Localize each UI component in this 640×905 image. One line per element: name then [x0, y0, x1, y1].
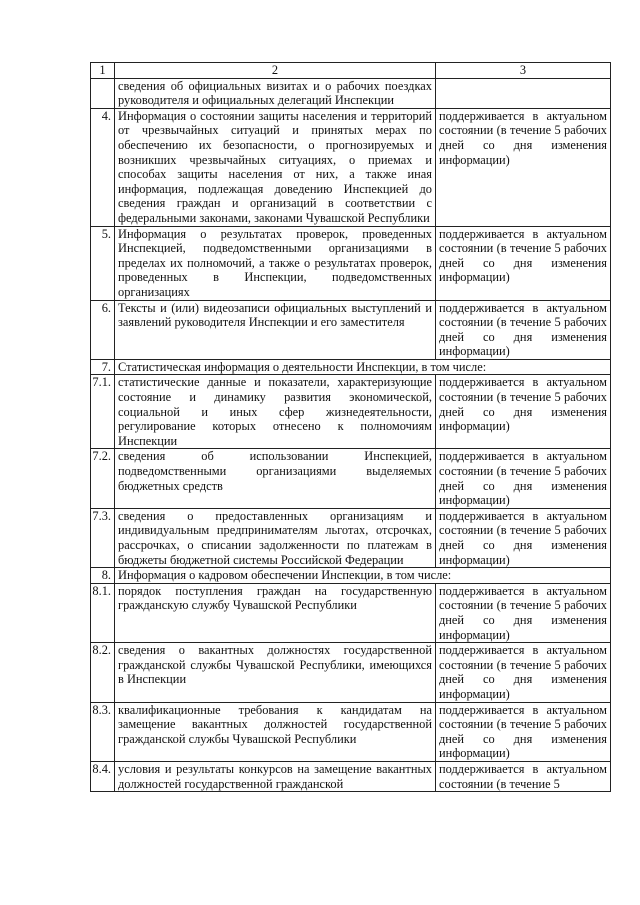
row-number: 8.4. [91, 761, 115, 791]
table-section-row [91, 568, 611, 584]
document-page [90, 62, 610, 792]
table-row [91, 583, 611, 642]
row-section-title: Информация о кадровом обеспечении Инспекции, в том числе: [115, 568, 611, 584]
row-status: поддерживается в актуальном состоянии (в течение 5 рабочих дней со дня изменения информации) [436, 583, 611, 642]
row-status: поддерживается в актуальном состоянии (в течение 5 рабочих дней со дня изменения информации) [436, 375, 611, 449]
row-text: сведения об официальных визитах и о рабочих поездках руководителя и официальных делегаций Инспекции [115, 78, 436, 108]
row-text: Тексты и (или) видеозаписи официальных выступлений и заявлений руководителя Инспекции и его заместителя [115, 300, 436, 359]
table-header-row [91, 63, 611, 79]
table-row [91, 78, 611, 108]
row-number [91, 78, 115, 108]
table-row [91, 300, 611, 359]
table-row [91, 108, 611, 226]
table-row [91, 702, 611, 761]
row-text: сведения об использовании Инспекцией, подведомственными организациями выделяемых бюджетных средств [115, 449, 436, 508]
row-text: порядок поступления граждан на государственную гражданскую службу Чувашской Республики [115, 583, 436, 642]
row-number: 8.3. [91, 702, 115, 761]
row-status: поддерживается в актуальном состоянии (в течение 5 рабочих дней со дня изменения информации) [436, 508, 611, 567]
row-status: поддерживается в актуальном состоянии (в течение 5 рабочих дней со дня изменения информации) [436, 300, 611, 359]
row-status: поддерживается в актуальном состоянии (в течение 5 рабочих дней со дня изменения информации) [436, 702, 611, 761]
row-number: 5. [91, 226, 115, 300]
row-status: поддерживается в актуальном состоянии (в течение 5 [436, 761, 611, 791]
table-row [91, 375, 611, 449]
row-text: квалификационные требования к кандидатам на замещение вакантных должностей государственной гражданской службы Чувашской Республики [115, 702, 436, 761]
header-col-1: 1 [91, 63, 115, 79]
row-number: 7.3. [91, 508, 115, 567]
row-number: 4. [91, 108, 115, 226]
row-number: 7. [91, 359, 115, 375]
row-status: поддерживается в актуальном состоянии (в течение 5 рабочих дней со дня изменения информации) [436, 449, 611, 508]
row-text: Информация о результатах проверок, проведенных Инспекцией, подведомственными организациями в пределах их полномочий, а также о результатах проверок, проведенных в Инспекции, подведомственных организациях [115, 226, 436, 300]
row-text: сведения о предоставленных организациям и индивидуальным предпринимателям льготах, отсрочках, рассрочках, о списании задолженности по платежам в бюджеты бюджетной системы Российской Федерации [115, 508, 436, 567]
row-section-title: Статистическая информация о деятельности Инспекции, в том числе: [115, 359, 611, 375]
table-row [91, 761, 611, 791]
row-text: сведения о вакантных должностях государственной гражданской службы Чувашской Республики, имеющихся в Инспекции [115, 643, 436, 702]
row-number: 8.2. [91, 643, 115, 702]
row-number: 8. [91, 568, 115, 584]
header-col-2: 2 [115, 63, 436, 79]
row-text: статистические данные и показатели, характеризующие состояние и динамику развития экономической, социальной и иных сфер жизнедеятельности, регулирование которых отнесено к полномочиям Инспекции [115, 375, 436, 449]
row-number: 8.1. [91, 583, 115, 642]
row-status: поддерживается в актуальном состоянии (в течение 5 рабочих дней со дня изменения информации) [436, 226, 611, 300]
information-table [90, 62, 611, 792]
table-row [91, 449, 611, 508]
header-col-3: 3 [436, 63, 611, 79]
table-row [91, 643, 611, 702]
row-number: 7.1. [91, 375, 115, 449]
row-text: условия и результаты конкурсов на замещение вакантных должностей государственной гражданской [115, 761, 436, 791]
table-row [91, 226, 611, 300]
row-status: поддерживается в актуальном состоянии (в течение 5 рабочих дней со дня изменения информации) [436, 108, 611, 226]
row-text: Информация о состоянии защиты населения и территорий от чрезвычайных ситуаций и принятых мерах по обеспечению их безопасности, о прогнозируемых и возникших чрезвычайных ситуациях, о приемах и способах защиты населения от них, а также иная информация, подлежащая доведению Инспекцией до сведения граждан и организаций в соответствии с федеральными законами, законами Чувашской Республики [115, 108, 436, 226]
table-section-row [91, 359, 611, 375]
row-number: 6. [91, 300, 115, 359]
row-status [436, 78, 611, 108]
row-number: 7.2. [91, 449, 115, 508]
table-row [91, 508, 611, 567]
row-status: поддерживается в актуальном состоянии (в течение 5 рабочих дней со дня изменения информации) [436, 643, 611, 702]
